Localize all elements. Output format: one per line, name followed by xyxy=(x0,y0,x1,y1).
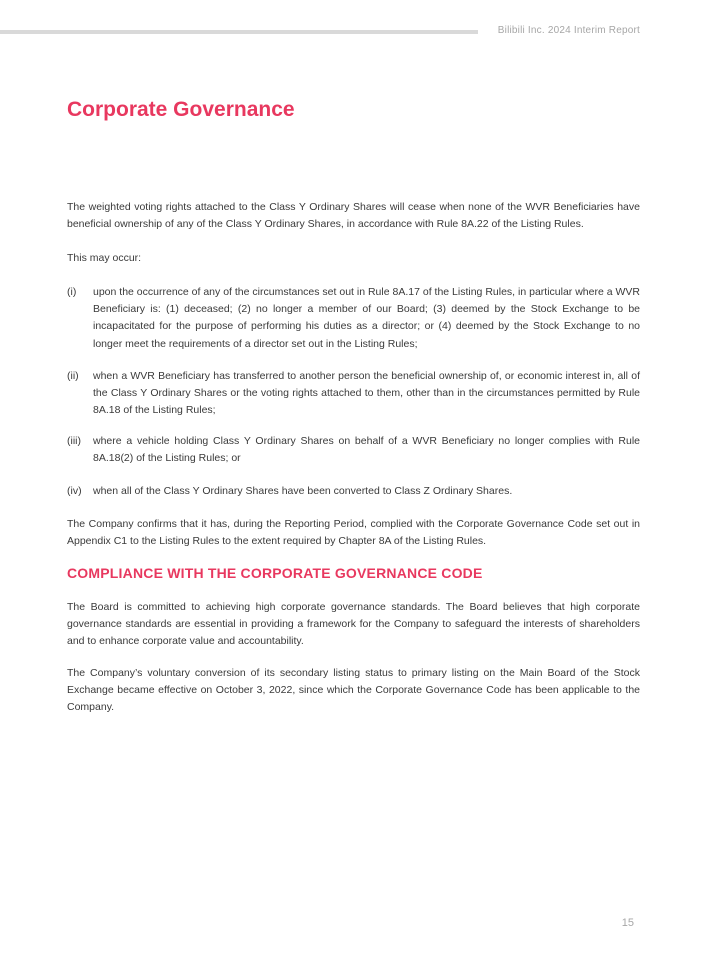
paragraph-board-commitment: The Board is committed to achieving high corporate governance standards. The Board believes that high corporate governance standards are essential in providing a framework for the Company to safeguard the interests of shareholders and to enhance corporate value and accountability. xyxy=(67,601,640,648)
list-item-text: where a vehicle holding Class Y Ordinary Shares on behalf of a WVR Beneficiary no longer complies with Rule 8A.18(2) of the Listing Rules; or xyxy=(93,435,640,465)
list-item xyxy=(67,284,640,353)
page-number: 15 xyxy=(621,917,634,929)
list-item-label: (ii) xyxy=(67,370,79,382)
section-heading-compliance: COMPLIANCE WITH THE CORPORATE GOVERNANCE CODE xyxy=(67,565,483,581)
header-rule xyxy=(0,30,478,34)
list-item-label: (iii) xyxy=(67,435,81,447)
paragraph-may-occur: This may occur: xyxy=(67,252,142,264)
list-item-text: when a WVR Beneficiary has transferred to another person the beneficial ownership of, or economic interest in, all of the Class Y Ordinary Shares or the voting rights attached to them, other than in the circumstances permitted by Rule 8A.18 of the Listing Rules; xyxy=(93,370,640,417)
page-title: Corporate Governance xyxy=(67,98,295,121)
paragraph-cg-confirmation: The Company confirms that it has, during the Reporting Period, complied with the Corporate Governance Code set out in Appendix C1 to the Listing Rules to the extent required by Chapter 8A of the Listing Rules. xyxy=(67,518,640,548)
list-item-label: (i) xyxy=(67,286,77,298)
list-item-text: when all of the Class Y Ordinary Shares have been converted to Class Z Ordinary Shares. xyxy=(93,485,513,497)
running-header: Bilibili Inc. 2024 Interim Report xyxy=(497,25,640,36)
list-item-label: (iv) xyxy=(67,485,82,497)
list-item xyxy=(67,368,640,420)
list-item xyxy=(67,483,640,500)
list-item-text: upon the occurrence of any of the circumstances set out in Rule 8A.17 of the Listing Rules, in particular where a WVR Beneficiary is: (1) deceased; (2) no longer a member of our Board; (3) deemed by the Stock Exchange to be incapacitated for the purpose of performing his duties as a director; or (4) deemed by the Stock Exchange to no longer meet the requirements of a director set out in the Listing Rules; xyxy=(93,286,640,350)
list-item xyxy=(67,433,640,467)
paragraph-listing-conversion: The Company’s voluntary conversion of its secondary listing status to primary listing on the Main Board of the Stock Exchange became effective on October 3, 2022, since which the Corporate Governance Code has been applicable to the Company. xyxy=(67,667,640,714)
paragraph-wvr-cessation: The weighted voting rights attached to the Class Y Ordinary Shares will cease when none of the WVR Beneficiaries have beneficial ownership of any of the Class Y Ordinary Shares, in accordance with Rule 8A.22 of the Listing Rules. xyxy=(67,201,640,231)
